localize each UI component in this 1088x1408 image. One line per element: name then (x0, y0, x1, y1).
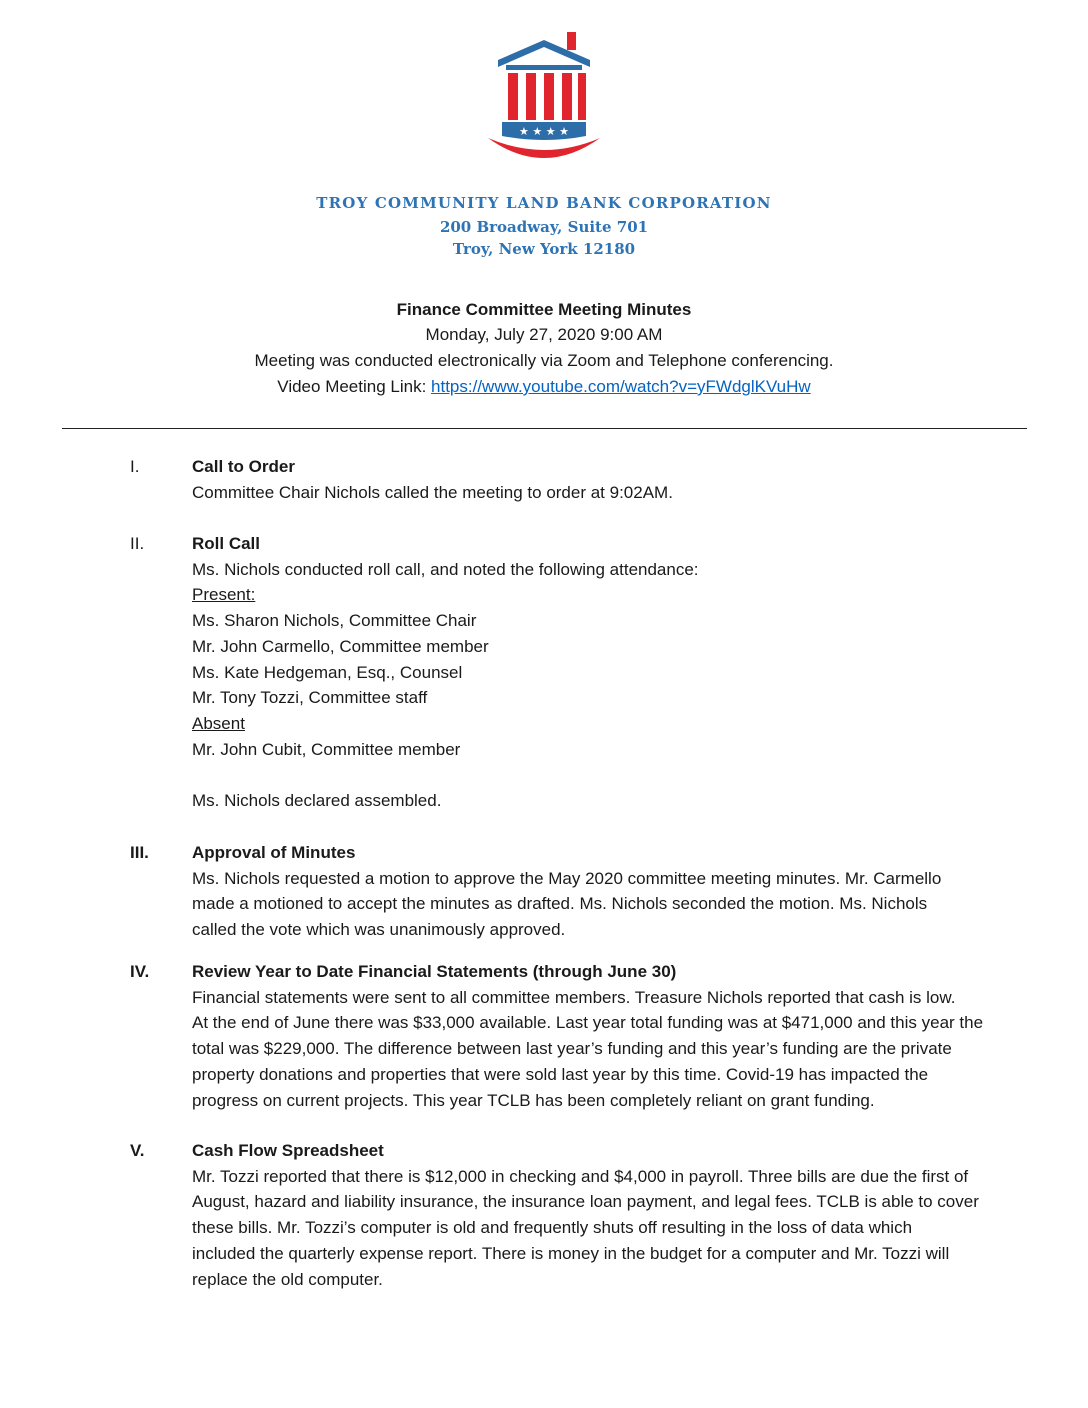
section-line: Mr. Tozzi reported that there is $12,000 in checking and $4,000 in payroll. Three bills are due the first of (192, 1166, 969, 1186)
roll-call-closing: Ms. Nichols declared assembled. (192, 791, 442, 811)
section-line: these bills. Mr. Tozzi’s computer is old and frequently shuts off resulting in the loss of data which (192, 1218, 913, 1238)
section-line: called the vote which was unanimously approved. (192, 920, 566, 940)
section-line: progress on current projects. This year TCLB has been completely reliant on grant funding. (192, 1090, 875, 1110)
attendee-absent: Mr. John Cubit, Committee member (192, 739, 461, 759)
org-name: TROY COMMUNITY LAND BANK CORPORATION (316, 194, 772, 212)
meeting-link-line (0, 377, 1088, 397)
section-text: Committee Chair Nichols called the meeting to order at 9:02AM. (192, 482, 673, 502)
section-line: total was $229,000. The difference between last year’s funding and this year’s funding are the private (192, 1039, 952, 1059)
section-heading: Roll Call (192, 534, 261, 553)
attendee-present: Mr. John Carmello, Committee member (192, 636, 489, 656)
section-heading: Cash Flow Spreadsheet (192, 1141, 384, 1160)
section-line: made a motioned to accept the minutes as drafted. Ms. Nichols seconded the motion. Ms. Nichols (192, 894, 928, 914)
section-number: IV. (130, 962, 150, 981)
logo-roof (498, 40, 590, 67)
logo-column (544, 73, 554, 120)
section-line: August, hazard and liability insurance, the insurance loan payment, and legal fees. TCLB is able to cover (192, 1192, 979, 1212)
attendee-present: Ms. Sharon Nichols, Committee Chair (192, 611, 477, 631)
section-number: I. (130, 457, 140, 476)
section-heading: Approval of Minutes (192, 843, 356, 862)
land-bank-logo (484, 30, 604, 170)
section-line: Ms. Nichols requested a motion to approve the May 2020 committee meeting minutes. Mr. Carmello (192, 868, 942, 888)
section-line: included the quarterly expense report. There is money in the budget for a computer and Mr. Tozzi will (192, 1243, 950, 1263)
meeting-date: Monday, July 27, 2020 9:00 AM (425, 325, 663, 344)
logo-column (508, 73, 518, 120)
meeting-title: Finance Committee Meeting Minutes (396, 300, 692, 319)
section-line: property donations and properties that were sold last year by this time. Covid-19 has impacted the (192, 1064, 929, 1084)
section-number: V. (130, 1141, 145, 1160)
logo-column (562, 73, 572, 120)
section-number: III. (130, 843, 149, 862)
logo-column (526, 73, 536, 120)
absent-label: Absent (192, 713, 245, 733)
divider (62, 428, 1027, 429)
video-meeting-link[interactable]: https://www.youtube.com/watch?v=yFWdglKVuHw (431, 377, 811, 396)
section-number: II. (130, 534, 145, 553)
attendee-present: Mr. Tony Tozzi, Committee staff (192, 688, 428, 708)
org-address-line2: Troy, New York 12180 (452, 240, 636, 258)
present-label: Present: (192, 585, 256, 605)
section-line: Financial statements were sent to all committee members. Treasure Nichols reported that cash is low. (192, 987, 956, 1007)
meeting-link-label: Video Meeting Link: (277, 377, 432, 396)
section-heading: Call to Order (192, 457, 295, 476)
section-heading: Review Year to Date Financial Statements (through June 30) (192, 962, 677, 981)
logo-chimney (567, 32, 576, 50)
attendee-present: Ms. Kate Hedgeman, Esq., Counsel (192, 662, 463, 682)
logo-cornice (506, 65, 582, 70)
meeting-note: Meeting was conducted electronically via Zoom and Telephone conferencing. (254, 351, 834, 370)
section-line: At the end of June there was $33,000 available. Last year total funding was at $471,000 and this year the (192, 1013, 984, 1033)
logo-smile-arc (488, 138, 600, 158)
logo-stars: ★ ★ ★ ★ (519, 125, 569, 138)
org-address-line1: 200 Broadway, Suite 701 (439, 218, 649, 236)
logo-column (578, 73, 586, 120)
roll-call-intro: Ms. Nichols conducted roll call, and noted the following attendance: (192, 559, 699, 579)
section-line: replace the old computer. (192, 1269, 383, 1289)
